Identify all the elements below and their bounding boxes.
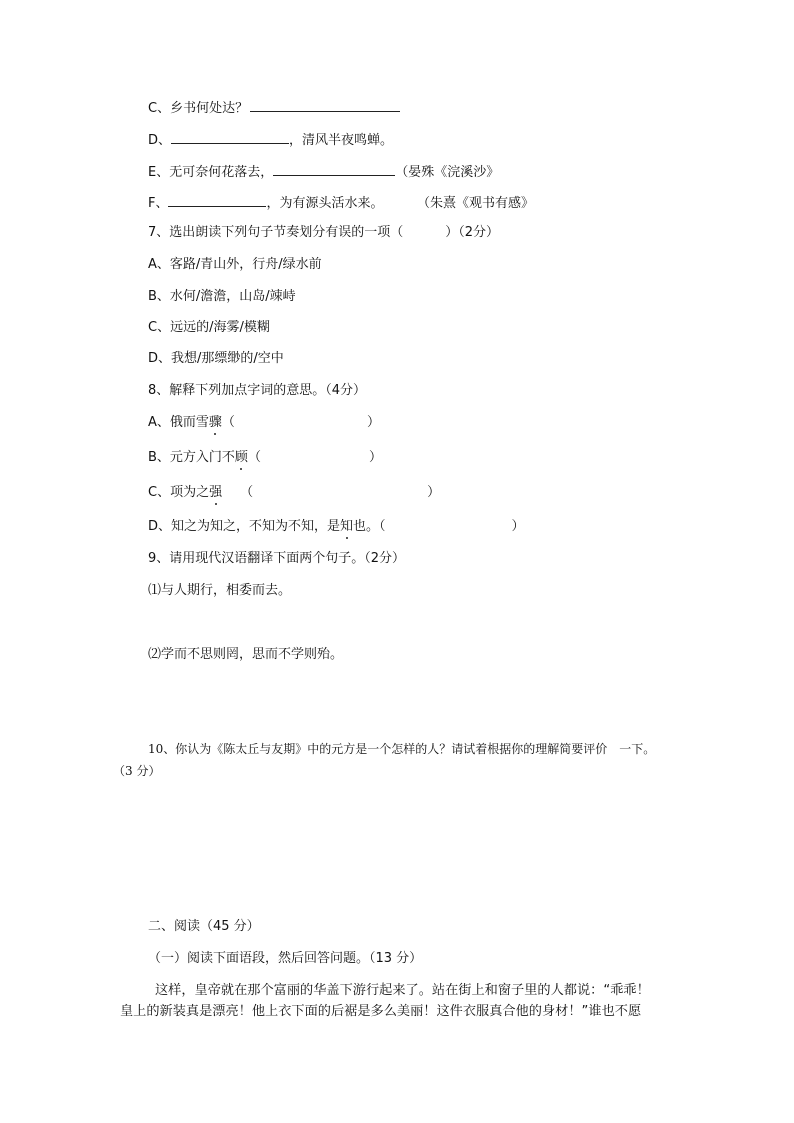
fill-in-e-suffix: （晏殊《浣溪沙》 [395,165,500,180]
fill-in-f-text: ，为有源头活水来。 [266,196,384,211]
close-paren: ） [427,485,441,500]
fill-in-f-prefix: F、 [148,196,169,211]
question-9-answer-area-1[interactable] [148,603,668,639]
fill-in-d-text: ，清风半夜鸣蝉。 [289,133,394,148]
question-8-item-d [148,519,525,535]
item-c-prefix: C、项为之 [148,485,210,500]
item-b-prefix: B、元方入门不 [148,450,235,465]
question-8-stem: 8、解释下列加点字词的意思。（4分） [148,383,367,398]
question-8-item-b [148,450,382,466]
question-9-stem: 9、请用现代汉语翻译下面两个句子。（2分） [148,551,406,566]
question-8-item-a [148,415,380,431]
reading-passage-line-1: 这样，皇帝就在那个富丽的华盖下游行起来了。站在街上和窗子里的人都说：“乖乖！ [155,983,650,998]
answer-blank[interactable] [168,193,266,207]
dotted-char: 顾 [234,450,248,465]
section-2-subheading: （一）阅读下面语段，然后回答问题。（13 分） [148,951,423,966]
question-7-option-b: B、水何/澹澹，山岛/竦峙 [148,289,296,304]
answer-blank[interactable] [171,130,289,144]
question-7-option-d: D、我想/那缥缈的/空中 [148,351,284,366]
fill-in-f [148,193,534,212]
question-10-line-2: （3 分） [113,764,161,778]
fill-in-c [148,98,400,117]
item-d-post: 也。（ [353,519,386,534]
reading-passage-line-2: 皇上的新装真是漂亮！他上衣下面的后裾是多么美丽！这件衣服真合他的身材！”谁也不愿 [120,1004,642,1019]
question-7-option-c: C、远远的/海雾/模糊 [148,320,270,335]
close-paren: ） [511,519,525,534]
question-7-stem-b: ）（2分） [445,225,500,240]
open-paren: （ [240,485,254,500]
answer-blank[interactable] [250,98,400,112]
question-9-sentence-2: ⑵学而不思则罔，思而不学则殆。 [148,647,344,662]
question-7-stem [148,225,499,241]
question-9-answer-area-2[interactable] [148,668,668,728]
fill-in-e [148,162,499,181]
fill-in-c-text: C、乡书何处达？ [148,101,249,116]
fill-in-e-text: E、无可奈何花落去， [148,165,274,180]
question-10-answer-area[interactable] [113,785,673,905]
question-10-line-1: 10、你认为《陈太丘与友期》中的元方是一个怎样的人？请试着根据你的理解简要评价 一下。 [148,742,656,756]
fill-in-d [148,130,393,149]
question-9-sentence-1: ⑴与人期行，相委而去。 [148,583,292,598]
close-paren: ） [366,415,380,430]
open-paren: （ [247,450,261,465]
fill-in-d-prefix: D、 [148,133,172,148]
question-8-item-c [148,485,440,501]
close-paren: ） [368,450,382,465]
question-7-option-a: A、客路/青山外，行舟/绿水前 [148,257,322,272]
answer-blank[interactable] [273,162,395,176]
dotted-char: 强 [209,485,223,500]
question-7-stem-a: 7、选出朗读下列句子节奏划分有误的一项（ [148,225,404,240]
fill-in-f-source: （朱熹《观书有感》 [423,196,535,211]
dotted-char: 知 [340,519,354,534]
dotted-char: 骤 [208,415,222,430]
item-d-prefix: D、知之为知之，不知为不知，是 [148,519,341,534]
item-a-prefix: A、俄而雪 [148,415,209,430]
section-2-heading: 二、阅读（45 分） [148,919,260,934]
open-paren: （ [221,415,235,430]
